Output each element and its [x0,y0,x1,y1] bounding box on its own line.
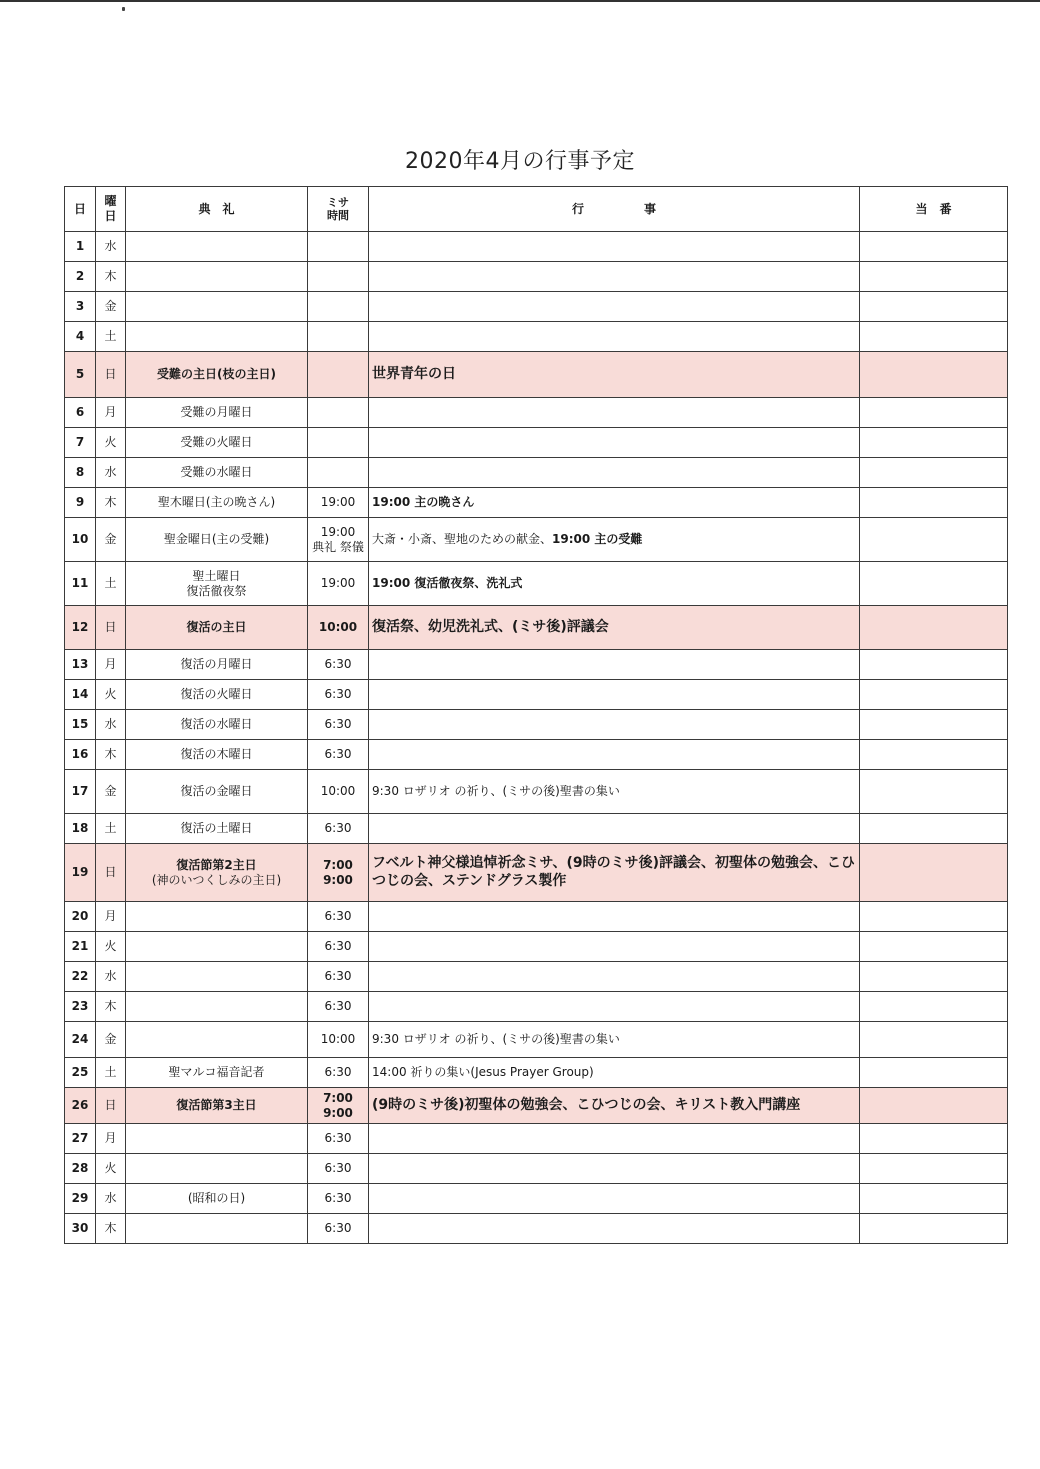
duty-cell [860,518,1008,562]
mass-time-cell [308,232,369,262]
day-cell: 23 [65,992,96,1022]
liturgy-text: 受難の主日(枝の主日) [157,367,276,381]
liturgy-text: 復活の土曜日 [180,821,253,835]
header-weekday: 曜日 [96,187,126,232]
mass-time-cell [308,932,369,962]
weekday-cell: 水 [96,710,126,740]
mass-time-cell [308,962,369,992]
mass-time-text: 19:00 [320,495,356,509]
mass-time-cell [308,458,369,488]
liturgy-text: 聖木曜日(主の晩さん) [157,495,276,509]
event-cell [369,518,860,562]
day-cell: 10 [65,518,96,562]
table-row [65,962,1008,992]
event-cell [369,322,860,352]
event-cell [369,1058,860,1088]
duty-cell [860,262,1008,292]
mass-time-subtext: 典礼 祭儀 [312,539,364,554]
liturgy-cell [126,352,308,398]
event-bold-text: 19:00 主の晩さん [372,495,475,509]
table-row [65,992,1008,1022]
weekday-cell: 水 [96,1184,126,1214]
mass-time-cell [308,322,369,352]
duty-cell [860,428,1008,458]
liturgy-cell [126,740,308,770]
mass-time-cell [308,562,369,606]
mass-time-text: 6:30 [324,1191,352,1205]
liturgy-text: 復活の水曜日 [180,717,253,731]
weekday-cell: 土 [96,562,126,606]
event-cell [369,992,860,1022]
duty-cell [860,1184,1008,1214]
day-cell: 14 [65,680,96,710]
event-text: (9時のミサ後)初聖体の勉強会、こひつじの会、キリスト教入門講座 [372,1096,801,1113]
liturgy-cell [126,992,308,1022]
liturgy-cell [126,680,308,710]
event-text: 大斎・小斎、聖地のための献金、 [372,532,553,546]
weekday-cell: 土 [96,814,126,844]
event-cell [369,844,860,902]
event-cell [369,1124,860,1154]
table-row [65,770,1008,814]
mass-time-cell [308,352,369,398]
liturgy-cell [126,398,308,428]
mass-time-text: 10:00 [318,620,358,634]
event-bold-text: 19:00 主の受難 [552,532,643,546]
header-duty: 当 番 [860,187,1008,232]
event-cell [369,1214,860,1244]
duty-cell [860,458,1008,488]
day-cell: 15 [65,710,96,740]
duty-cell [860,1058,1008,1088]
mass-time-text: 7:00 9:00 [323,857,353,887]
liturgy-text: 聖マルコ福音記者 [168,1065,265,1079]
table-row [65,814,1008,844]
duty-cell [860,1088,1008,1124]
day-cell: 17 [65,770,96,814]
weekday-cell: 金 [96,518,126,562]
day-cell: 1 [65,232,96,262]
duty-cell [860,710,1008,740]
event-cell [369,428,860,458]
day-cell: 27 [65,1124,96,1154]
event-cell [369,232,860,262]
header-row [65,187,1008,232]
liturgy-cell [126,1022,308,1058]
weekday-cell: 土 [96,1058,126,1088]
day-cell: 9 [65,488,96,518]
mass-time-text: 19:00 [320,576,356,590]
page-title: 2020年4月の行事予定 [405,149,635,174]
event-cell [369,1022,860,1058]
weekday-cell: 日 [96,352,126,398]
header-mass-time-line1: ミサ [327,195,349,209]
mass-time-cell [308,844,369,902]
liturgy-text: 受難の月曜日 [180,405,253,419]
table-row [65,352,1008,398]
liturgy-text: 聖金曜日(主の受難) [163,532,270,546]
weekday-cell: 木 [96,992,126,1022]
weekday-cell: 火 [96,1154,126,1184]
duty-cell [860,814,1008,844]
event-text: 9:30 ロザリオ の祈り、(ミサの後)聖書の集い [372,784,620,798]
table-row [65,1154,1008,1184]
liturgy-cell [126,1184,308,1214]
scan-speck [122,7,125,11]
mass-time-text: 6:30 [324,717,352,731]
duty-cell [860,932,1008,962]
weekday-cell: 水 [96,962,126,992]
liturgy-text: 復活の火曜日 [180,687,253,701]
table-row [65,428,1008,458]
weekday-cell: 火 [96,932,126,962]
weekday-cell: 木 [96,488,126,518]
table-row [65,262,1008,292]
weekday-cell: 日 [96,606,126,650]
duty-cell [860,1022,1008,1058]
mass-time-text: 7:00 9:00 [323,1090,353,1120]
event-cell [369,932,860,962]
duty-cell [860,962,1008,992]
event-text: 復活祭、幼児洗礼式、(ミサ後)評議会 [372,618,609,635]
duty-cell [860,650,1008,680]
duty-cell [860,1124,1008,1154]
weekday-cell: 日 [96,1088,126,1124]
weekday-cell: 月 [96,902,126,932]
liturgy-cell [126,458,308,488]
liturgy-cell [126,1124,308,1154]
table-row [65,710,1008,740]
liturgy-cell [126,292,308,322]
liturgy-cell [126,962,308,992]
event-cell [369,650,860,680]
liturgy-text: 受難の火曜日 [180,435,253,449]
mass-time-cell [308,398,369,428]
liturgy-cell [126,770,308,814]
day-cell: 22 [65,962,96,992]
weekday-cell: 金 [96,1022,126,1058]
header-liturgy: 典 礼 [126,187,308,232]
mass-time-cell [308,1124,369,1154]
liturgy-cell [126,1088,308,1124]
event-cell [369,292,860,322]
duty-cell [860,1214,1008,1244]
mass-time-text: 6:30 [324,821,352,835]
mass-time-cell [308,488,369,518]
mass-time-text: 6:30 [324,1131,352,1145]
duty-cell [860,322,1008,352]
mass-time-text: 10:00 [320,1032,356,1046]
liturgy-text: 復活節第2主日 [176,857,257,872]
mass-time-cell [308,518,369,562]
weekday-cell: 月 [96,650,126,680]
event-cell [369,814,860,844]
event-bold-text: 19:00 復活徹夜祭、洗礼式 [372,576,523,590]
weekday-cell: 土 [96,322,126,352]
event-text: 14:00 祈りの集い(Jesus Prayer Group) [372,1065,594,1079]
day-cell: 20 [65,902,96,932]
table-row [65,1184,1008,1214]
event-text: 世界青年の日 [372,365,456,382]
weekday-cell: 火 [96,680,126,710]
event-cell [369,770,860,814]
table-row [65,902,1008,932]
liturgy-cell [126,1154,308,1184]
day-cell: 6 [65,398,96,428]
weekday-cell: 木 [96,740,126,770]
duty-cell [860,562,1008,606]
day-cell: 13 [65,650,96,680]
mass-time-cell [308,292,369,322]
schedule-table [64,186,1008,1244]
mass-time-cell [308,262,369,292]
mass-time-text: 6:30 [324,999,352,1013]
table-row [65,1214,1008,1244]
mass-time-text: 19:00 [320,524,356,539]
liturgy-cell [126,1058,308,1088]
table-row [65,932,1008,962]
duty-cell [860,992,1008,1022]
table-row [65,458,1008,488]
liturgy-cell [126,518,308,562]
table-row [65,322,1008,352]
mass-time-text: 6:30 [324,657,352,671]
event-cell [369,262,860,292]
schedule-body [65,232,1008,1244]
day-cell: 12 [65,606,96,650]
day-cell: 8 [65,458,96,488]
mass-time-cell [308,770,369,814]
mass-time-cell [308,1088,369,1124]
day-cell: 7 [65,428,96,458]
event-text: フベルト神父様追悼祈念ミサ、(9時のミサ後)評議会、初聖体の勉強会、こひつじの会、ステンドグラス製作 [372,855,855,889]
mass-time-cell [308,428,369,458]
mass-time-cell [308,710,369,740]
event-cell [369,962,860,992]
weekday-cell: 金 [96,770,126,814]
liturgy-text: 復活の金曜日 [180,784,253,798]
day-cell: 3 [65,292,96,322]
duty-cell [860,902,1008,932]
day-cell: 21 [65,932,96,962]
mass-time-cell [308,1022,369,1058]
table-row [65,844,1008,902]
event-cell [369,352,860,398]
event-cell [369,398,860,428]
event-cell [369,488,860,518]
weekday-cell: 日 [96,844,126,902]
weekday-cell: 月 [96,1124,126,1154]
table-row [65,292,1008,322]
event-cell [369,1088,860,1124]
table-row [65,1124,1008,1154]
event-cell [369,458,860,488]
liturgy-cell [126,844,308,902]
duty-cell [860,292,1008,322]
mass-time-text: 6:30 [324,969,352,983]
day-cell: 30 [65,1214,96,1244]
liturgy-text: 復活の主日 [186,620,247,634]
mass-time-text: 6:30 [324,939,352,953]
mass-time-cell [308,680,369,710]
day-cell: 29 [65,1184,96,1214]
mass-time-text: 6:30 [324,1161,352,1175]
liturgy-text: 復活節第3主日 [176,1098,257,1112]
header-day: 日 [65,187,96,232]
weekday-cell: 木 [96,1214,126,1244]
mass-time-cell [308,1058,369,1088]
event-cell [369,902,860,932]
liturgy-cell [126,322,308,352]
duty-cell [860,232,1008,262]
event-text: 9:30 ロザリオ の祈り、(ミサの後)聖書の集い [372,1032,620,1046]
mass-time-text: 6:30 [324,1221,352,1235]
liturgy-text: 復活の木曜日 [180,747,253,761]
mass-time-text: 6:30 [324,909,352,923]
day-cell: 25 [65,1058,96,1088]
liturgy-cell [126,650,308,680]
liturgy-text: (昭和の日) [187,1191,246,1205]
header-mass-time-line2: 時間 [327,209,349,222]
day-cell: 18 [65,814,96,844]
table-row [65,1058,1008,1088]
table-row [65,488,1008,518]
day-cell: 24 [65,1022,96,1058]
liturgy-cell [126,428,308,458]
mass-time-cell [308,814,369,844]
liturgy-cell [126,1214,308,1244]
mass-time-cell [308,1214,369,1244]
liturgy-text: 聖土曜日 [192,568,241,583]
liturgy-cell [126,710,308,740]
table-row [65,606,1008,650]
table-row [65,740,1008,770]
event-cell [369,606,860,650]
table-row [65,518,1008,562]
duty-cell [860,606,1008,650]
liturgy-subtext: (神のいつくしみの主日) [151,872,282,887]
header-mass-time [308,187,369,232]
weekday-cell: 水 [96,458,126,488]
mass-time-cell [308,902,369,932]
duty-cell [860,844,1008,902]
day-cell: 4 [65,322,96,352]
header-events: 行 事 [369,187,860,232]
mass-time-cell [308,650,369,680]
day-cell: 5 [65,352,96,398]
liturgy-text: 受難の水曜日 [180,465,253,479]
mass-time-cell [308,1154,369,1184]
liturgy-cell [126,814,308,844]
table-row [65,232,1008,262]
liturgy-cell [126,232,308,262]
event-cell [369,740,860,770]
event-cell [369,1184,860,1214]
mass-time-text: 6:30 [324,1065,352,1079]
weekday-cell: 水 [96,232,126,262]
mass-time-text: 6:30 [324,747,352,761]
day-cell: 16 [65,740,96,770]
day-cell: 2 [65,262,96,292]
liturgy-cell [126,262,308,292]
weekday-cell: 月 [96,398,126,428]
day-cell: 28 [65,1154,96,1184]
mass-time-cell [308,606,369,650]
liturgy-cell [126,488,308,518]
table-row [65,680,1008,710]
day-cell: 19 [65,844,96,902]
event-cell [369,680,860,710]
mass-time-text: 6:30 [324,687,352,701]
table-row [65,1088,1008,1124]
duty-cell [860,770,1008,814]
event-cell [369,1154,860,1184]
mass-time-text: 10:00 [320,784,356,798]
duty-cell [860,398,1008,428]
day-cell: 26 [65,1088,96,1124]
duty-cell [860,680,1008,710]
weekday-cell: 火 [96,428,126,458]
mass-time-cell [308,740,369,770]
event-cell [369,710,860,740]
event-cell [369,562,860,606]
liturgy-cell [126,606,308,650]
liturgy-cell [126,562,308,606]
duty-cell [860,488,1008,518]
scan-top-edge [0,0,1040,2]
table-row [65,650,1008,680]
table-row [65,562,1008,606]
mass-time-cell [308,992,369,1022]
weekday-cell: 木 [96,262,126,292]
liturgy-cell [126,932,308,962]
mass-time-cell [308,1184,369,1214]
duty-cell [860,1154,1008,1184]
table-row [65,398,1008,428]
liturgy-text: 復活の月曜日 [180,657,253,671]
day-cell: 11 [65,562,96,606]
liturgy-subtext: 復活徹夜祭 [186,583,247,598]
weekday-cell: 金 [96,292,126,322]
duty-cell [860,740,1008,770]
table-row [65,1022,1008,1058]
duty-cell [860,352,1008,398]
liturgy-cell [126,902,308,932]
